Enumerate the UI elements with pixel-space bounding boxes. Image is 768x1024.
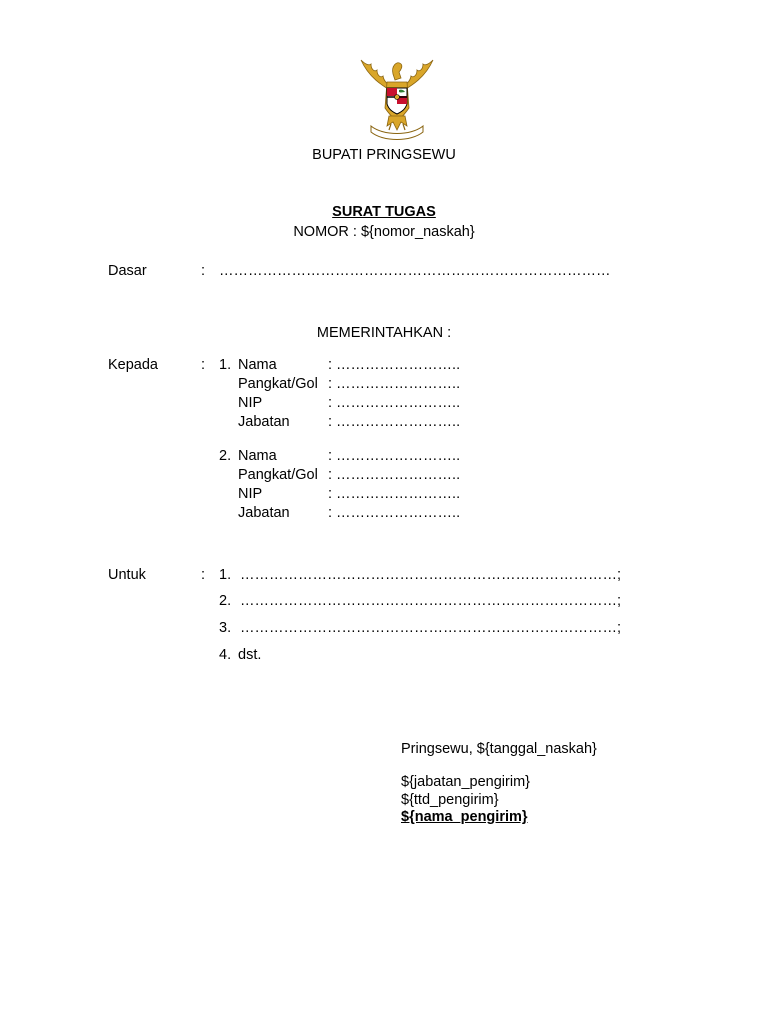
untuk-label: Untuk: [108, 567, 146, 583]
command-heading: MEMERINTAHKAN :: [316, 325, 452, 341]
person-1-nip-value: : ……………………..: [328, 395, 461, 411]
untuk-item-4-number: 4.: [219, 647, 232, 663]
kepada-colon: :: [201, 357, 206, 373]
kepada-label: Kepada: [108, 357, 158, 373]
untuk-colon: :: [201, 567, 206, 583]
untuk-item-3-text: ……………………………………………………………………;: [240, 620, 622, 636]
person-1-jabatan-label: Jabatan: [238, 414, 290, 430]
person-2-nip-label: NIP: [238, 486, 263, 502]
untuk-item-3-number: 3.: [219, 620, 232, 636]
document-heading: SURAT TUGAS: [332, 204, 436, 220]
person-1-pangkat-value: : ……………………..: [328, 376, 461, 392]
sender-signature: ${ttd_pengirim}: [401, 792, 499, 808]
untuk-item-1-text: ……………………………………………………………………;: [240, 567, 622, 583]
person-2-pangkat-label: Pangkat/Gol: [238, 467, 318, 483]
place-date: Pringsewu, ${tanggal_naskah}: [401, 741, 597, 757]
person-2-pangkat-value: : ……………………..: [328, 467, 461, 483]
untuk-item-2-text: ……………………………………………………………………;: [240, 593, 622, 609]
person-2-nama-label: Nama: [238, 448, 277, 464]
untuk-item-1-number: 1.: [219, 567, 232, 583]
sender-position: ${jabatan_pengirim}: [401, 774, 530, 790]
dasar-label: Dasar: [108, 263, 147, 279]
dasar-value: ………………………………………………………………………: [219, 263, 611, 279]
person-2-jabatan-value: : ……………………..: [328, 505, 461, 521]
person-1-number: 1.: [219, 357, 232, 373]
sender-name: ${nama_pengirim}: [401, 809, 528, 825]
person-2-nip-value: : ……………………..: [328, 486, 461, 502]
office-title: BUPATI PRINGSEWU: [312, 147, 456, 163]
person-1-pangkat-label: Pangkat/Gol: [238, 376, 318, 392]
garuda-pancasila-emblem-icon: [357, 52, 437, 140]
document-number: NOMOR : ${nomor_naskah}: [293, 224, 475, 240]
untuk-item-2-number: 2.: [219, 593, 232, 609]
person-1-nama-value: : ……………………..: [328, 357, 461, 373]
person-1-jabatan-value: : ……………………..: [328, 414, 461, 430]
person-1-nama-label: Nama: [238, 357, 277, 373]
person-2-number: 2.: [219, 448, 232, 464]
person-2-jabatan-label: Jabatan: [238, 505, 290, 521]
untuk-item-4-text: dst.: [238, 647, 262, 663]
person-2-nama-value: : ……………………..: [328, 448, 461, 464]
person-1-nip-label: NIP: [238, 395, 263, 411]
dasar-colon: :: [201, 263, 206, 279]
